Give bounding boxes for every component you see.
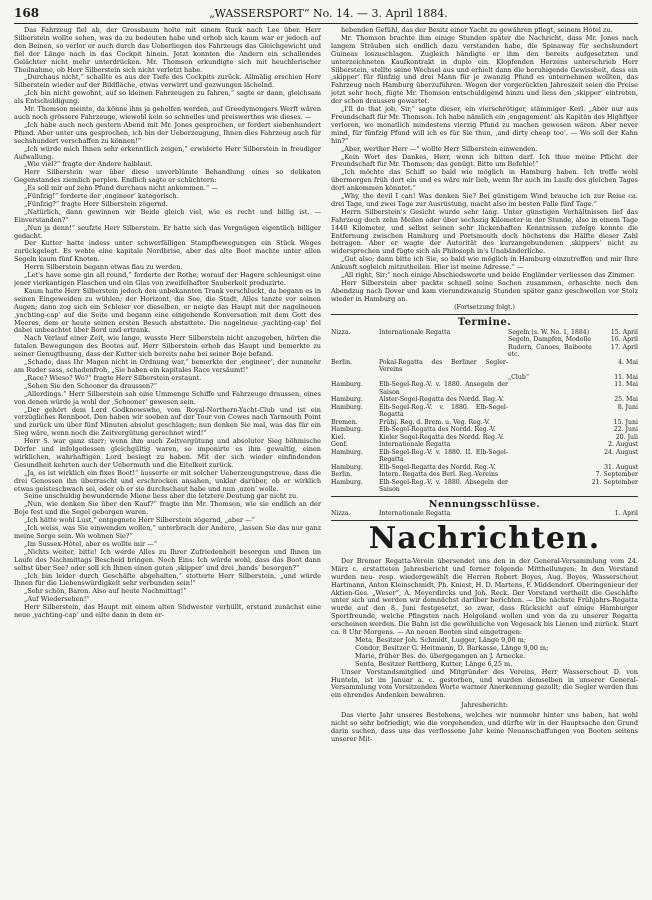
schedule-place <box>331 344 379 359</box>
schedule-date: 11. Mai <box>614 381 638 389</box>
article-paragraph: „Wie viel?“ fragte der Andere halblaut. <box>24 160 153 169</box>
schedule-date: 15. Juni <box>613 418 638 426</box>
schedule-row <box>331 449 638 464</box>
schedule-date: 20. Juli <box>615 433 638 441</box>
article-paragraph: „Im Sussex-Hôtel, aber es wollte mir —“ <box>24 539 158 548</box>
boats-list <box>331 637 638 669</box>
schedule-row <box>331 471 638 479</box>
schedule-place: Nizza. <box>331 328 351 336</box>
article-paragraph: Nach Verlauf einer Zeit, wie lange, wusste Herr Silberstein nicht anzugeben, hörten die fatalen Bewegungen des Bootes auf. Herr Silberstein erhob das Haupt und bemerkte zu seiner Genugthuung, dass der Kutter sich bereits nahe bei seiner Boje befand. <box>14 334 321 359</box>
schedule-event: Intern. Regatta des Berl. Reg.-Vereins <box>379 471 499 479</box>
schedule-date: 1. April <box>614 510 638 518</box>
boat-entry: Meta, Besitzer Joh. Schmidt, Lugger, Länge 9,00 m; <box>355 636 527 644</box>
schedule-event: Elb-Segel-Reg.-V. v. 1880. Absegeln der Saison <box>379 478 508 494</box>
schedule-event: Elb-Segel-Regatta des Nordd. Reg.-V. <box>379 463 496 471</box>
boat-entry: Condor, Besitzer G. Heitmann, D. Barkasse, Länge 9,00 m; <box>355 643 549 652</box>
schedule-row <box>331 441 638 449</box>
schedule-place: Berlin. <box>331 358 353 366</box>
article-paragraph: „Race? Wieso? Wo?“ fragte Herr Silberstein erstaunt. <box>24 373 202 382</box>
article-paragraph: Herr Silberstein, das Haupt mit einem alten Südwester verhüllt, erstand zunächst eine neue ‚yachting-cap‘ und eilte dann in dem er- <box>14 603 321 620</box>
article-paragraph: Herr Silberstein aber packte schnell seine Sachen zusammen, erhaschte noch den Abendzug nach Dover und kam vierundzwanzig Stunden später ganz geschwollen vor Stolz wieder in Hamburg an. <box>331 279 638 303</box>
article-paragraph: „Auf Wiedersehen!“ <box>24 595 90 604</box>
schedule-row <box>331 404 638 419</box>
schedule-date: 24. August <box>604 448 638 456</box>
running-title: „WASSERSPORT“ No. 14. — 3. April 1884. <box>209 7 448 20</box>
schedule-detail <box>508 449 592 464</box>
article-paragraph: Herr Silberstein war über diese unverblümte Behandlung eines so delikaten Gegenstandes ziemlich perplex. Endlich sagte er schüchtern: <box>14 168 321 185</box>
divider <box>331 314 638 315</box>
article-paragraph: „Aber, werther Herr —“ wollte Herr Silberstein einwenden. <box>341 144 538 153</box>
schedule-row <box>331 396 638 404</box>
nachrichten-title: Nachrichten. <box>368 520 601 556</box>
schedule-detail: Segeln (s. W. No. 1, 1884) <box>507 328 590 336</box>
termine-table <box>331 329 638 494</box>
schedule-row <box>331 479 638 494</box>
article-paragraph: Der Kutter hatte indess unter schwerfälligen Stampfbewegungen ein Stück Weges zurückgelegt. Es wehte eine kapitale Nordbrise, aber das alte Boot machte unter allen Segeln kaum fünf Knoten. <box>14 239 321 264</box>
article-paragraph: „Fünfzig!“ forderte der ‚engineer‘ kategorisch. <box>24 192 179 201</box>
nachrichten-body <box>331 558 638 637</box>
divider <box>331 496 638 497</box>
schedule-date: 16. April <box>610 336 638 344</box>
article-paragraph: „Nun ja denn!“ seufzte Herr Silberstein. Er hatte sich das Vergnügen eigentlich billiger gedacht. <box>14 223 321 240</box>
schedule-place: Hamburg. <box>331 463 363 471</box>
header-rule <box>14 23 638 24</box>
schedule-place: Hamburg. <box>331 381 363 389</box>
article-paragraph: „Ich würde mich Ihnen sehr erkenntlich zeigen,“ erwiderte Herr Silberstein in freudiger Aufwallung. <box>14 144 321 161</box>
schedule-detail: Rudern, Canoes, Baiboote etc. <box>507 343 592 359</box>
schedule-event: Kieler Segel-Regatta des Nordd. Reg.-V. <box>379 433 504 441</box>
article-paragraph: „Sehen Sie den Schooner da draussen?“ <box>24 381 157 390</box>
schedule-event: Internationale Regatta <box>379 328 451 336</box>
schedule-detail <box>508 464 592 472</box>
schedule-row <box>331 336 638 344</box>
schedule-place: Nizza. <box>331 510 351 518</box>
schedule-detail <box>508 381 592 396</box>
article-paragraph: „Ich bin leider durch Geschäfte abgehalten,“ stotterte Herr Silberstein, „und würde Ihnen für die Liebenswürdigkeit sehr verbunden sein!“ <box>14 571 321 588</box>
article-paragraph: Seine unschuldig bewundernde Miene liess aber die letztere Deutung gar nicht zu. <box>24 492 299 501</box>
jahresbericht-text: Das vierte Jahr unseres Bestehens, welches wir nunmehr hinter uns haben, hat wohl nicht so sehr befriedigt, wie die vorgehenden, und dürfte wir in der Hauptsache den Grund darin suchen, dass uns das verflossene Jahr keine Neuanschaffungen von Booten seitens unserer Mit- <box>331 711 638 743</box>
nachrichten-closing: Unser Vorstandsmitglied und Mitgründer des Vereins, Herr Wasserschout D. von Hunteln, ist im Januar a. c. gestorben, und wurden demselben in unserer General-Versammlung vom Vorsitzenden Worte warmer Anerkennung gezollt; die Segler werden ihm ein ehrendes Andenken bewahren. <box>331 667 638 700</box>
schedule-event: Elb-Segel-Reg.-V. v. 1880. Ansegeln der Saison <box>379 381 508 396</box>
article-paragraph: „Allerdings.“ Herr Silberstein sah eine Ummenge Schiffe und Fahrzeuge draussen, eines von denen würde ja wohl der ‚Schooner‘ gewesen sein. <box>14 389 321 406</box>
schedule-row <box>331 344 638 359</box>
schedule-date: 17. April <box>610 343 638 351</box>
schedule-place: Bremen. <box>331 418 358 426</box>
article-paragraph: hebenden Gefühl, das der Besitz einer Yacht zu gewähren pflegt, seinem Hôtel zu. <box>341 27 613 34</box>
article-paragraph: „Sehr schön, Baron. Also auf heute Nachmittag!“ <box>24 587 187 596</box>
termine-title: Termine. <box>457 316 512 328</box>
article-paragraph: „Es soll mir auf zehn Pfund durchaus nicht ankommen.“ — <box>24 184 218 193</box>
schedule-row <box>331 419 638 427</box>
nennungs-title: Nennungsschlüsse. <box>428 498 541 510</box>
schedule-event: Internationale Regatta <box>379 441 451 449</box>
schedule-date: 22. Juni <box>613 426 638 434</box>
schedule-place: Genf. <box>331 441 348 449</box>
article-paragraph: „Ich weiss, was Sie einwenden wollen,“ unterbrach der Andere, „lassen Sie das nur ganz meine Sorge sein. Wo wohnen Sie?“ <box>14 524 321 540</box>
schedule-detail <box>508 419 592 427</box>
schedule-row <box>331 359 638 374</box>
schedule-event: Elb-Segel-Reg.-V. v. 1880. Elb-Segel-Regatta <box>379 403 508 419</box>
schedule-row <box>331 374 638 382</box>
schedule-date: 31. August <box>604 463 638 471</box>
schedule-detail <box>508 471 592 479</box>
schedule-detail <box>508 396 592 404</box>
article-paragraph: „Fünfzig?“ fragte Herr Silberstein zögernd. <box>24 199 168 208</box>
article-paragraph: „Ich bin nicht gewohnt, auf so kleinen Fahrzeugen zu fahren,“ sagte er dann, gleichsam als Entschuldigung. <box>14 89 321 106</box>
schedule-date: 15. April <box>610 328 638 336</box>
article-paragraph: „Nun, wie denken Sie über den Kauf?“ fragte ihn Mr. Thomson, wie sie endlich an der Boje fest und die Segel geborgen waren. <box>14 500 321 517</box>
schedule-date: 11. Mai <box>614 373 638 381</box>
boat-entry: Marie, früher Bes. do. übergegangen an J. Arnecke. <box>355 651 526 660</box>
schedule-row <box>331 381 638 396</box>
schedule-detail <box>508 479 592 494</box>
article-paragraph: „Kein Wort des Dankes, Herr, wenn ich bitten darf. Ich thue meine Pflicht der Freundschaft für Mr. Thomson; das genügt. Bitte um Befehle!“ <box>331 152 638 169</box>
schedule-place: Hamburg. <box>331 448 363 456</box>
schedule-event <box>379 336 508 344</box>
schedule-detail <box>508 359 592 374</box>
page-number: 168 <box>14 6 40 20</box>
schedule-place <box>331 374 379 382</box>
article-paragraph: Mr. Thomson brachte ihm einige Stunden später die Nachricht, dass Mr. Jones nach langem Sträuben sich endlich dazu verstanden habe, die Spinaway für sechshundert Guineas loszuschlagen. Zugleich händigte er ihm den bereits aufgesetzten und unterzeichneten Kaufkontrakt in duplo ein. Klopfenden Herzens unterschrieb Herr Silberstein, stellte seine Wechsel aus und erhielt dann die beruhigende Gewissheit, dass ein ‚skipper‘ für fünfzig und drei Mann für je zwanzig Pfund es unternehmen wollten, das Fahrzeug nach Hamburg überzuführen. Wegen der vorgerückten Jahreszeit seien die Preise jetzt sehr hoch, fügte Mr. Thomson entschuldigend hinzu und liess den ‚skipper‘ eintreten, der schon draussen gewartet. <box>331 33 638 106</box>
article-paragraph: Herr S. war ganz starr; wenn ihm auch Zeitvergütung und absoluter Sieg böhmische Dörfer und infolgedessen gleichgültig waren, so imponirte es ihm gewaltig, einen wirklichen, wahrhaftigen Lord besiegt zu haben. Mit der sich wieder einfindenden Gesundheit kehrten auch der Uebermuth und die Eitelkeit zurück. <box>14 437 321 469</box>
schedule-place: Hamburg. <box>331 396 363 404</box>
story-footnote: (Fortsetzung folgt.) <box>454 303 515 311</box>
schedule-place <box>331 336 379 344</box>
article-paragraph: „Ich hätte wohl Lust,“ entgegnete Herr Silberstein zögernd, „aber —“ <box>24 516 255 525</box>
schedule-event <box>379 374 508 382</box>
schedule-place: Hamburg. <box>331 478 363 486</box>
article-paragraph: Herrn Silberstein begann etwas flau zu werden. <box>24 263 183 272</box>
schedule-row <box>331 434 638 442</box>
schedule-date: 2. August <box>608 441 638 449</box>
schedule-date: 21. September <box>591 478 638 486</box>
schedule-row <box>331 426 638 434</box>
schedule-date: 4. Mai <box>618 358 638 366</box>
schedule-detail: Segeln, Dampfen, Modelle <box>507 336 592 344</box>
schedule-event: Alster-Segel-Regatta des Nordd. Reg.-V. <box>379 396 504 404</box>
boat-entry: Senta, Besitzer Rettberg, Kutter, Länge 6,25 m. <box>355 659 513 668</box>
article-paragraph: „Ich möchte das Schiff so bald wie möglich in Hamburg haben. Ich treffe wohl übermorgen früh dort ein und es wäre mir lieb, wenn Ihr auch im Laufe des gleichen Tages dort ankommen könntet.“ <box>331 168 638 193</box>
schedule-detail <box>508 404 592 419</box>
schedule-row <box>331 464 638 472</box>
article-paragraph: „Gut also; dann bitte ich Sie, so bald wie möglich in Hamburg einzutreffen und mir Ihre Ankunft sogleich mitzutheilen. Hier ist meine Adresse.“ — <box>331 255 638 272</box>
schedule-place: Kiel. <box>331 433 346 441</box>
schedule-event: Pokal-Regatta des Berliner Segler-Vereins <box>379 358 508 374</box>
article-paragraph: „Nichts weiter, bitte! Ich werde Alles zu Ihrer Zufriedenheit besorgen und Ihnen im Laufe des Nachmittags Bescheid bringen. Noch Eins: Ich würde wohl, dass das Boot dann selbst über See? oder soll ich Ihnen einen guten ‚skipper‘ und drei ‚hands‘ besorgen?“ <box>14 547 321 572</box>
jahresbericht-title: Jahresbericht: <box>461 701 508 710</box>
article-paragraph: Mr. Thomson meinte, da könne ihm ja geholfen werden, auf Greedymongers Werft wären auch noch grössere Fahrzeuge, wiewohl kein so schnelles und preiswerthes wie dieses. — <box>14 105 321 121</box>
article-paragraph: „Schade, dass Ihr Magen nicht in Ordnung war,“ bemerkte der ‚engineer‘, der nunmehr am Ruder sass, schadenfroh, „Sie haben ein kapitales Race versäumt!“ <box>14 358 321 374</box>
article-paragraph: „Ich habe auch noch gestern Abend mit Mr. Jones gesprochen, er fordert siebenhundert Pfund. Aber unter uns gesprochen, ich bin der Ueberzeugung, Ihnen dies Fahrzeug auch für sechshundert verschaffen zu können!“ <box>14 120 321 145</box>
article-paragraph: „Natürlich, dann gewinnen wir Beide gleich viel, wie es recht und billig ist. — Einverstanden?“ <box>14 207 321 224</box>
schedule-event: Internationale Regatta <box>379 510 451 518</box>
schedule-detail: „Club“ <box>507 373 529 381</box>
schedule-place: Berlin. <box>331 471 353 479</box>
schedule-place: Hamburg. <box>331 426 363 434</box>
schedule-event: Elb-Segel-Regatta des Nordd. Reg.-V. <box>379 426 496 434</box>
article-paragraph: „I'll do that job, Sir,“ sagte dieser, ein vierschrötiger, stämmiger Kerl. „Aber nur aus Freundschaft für Mr. Thomson. Ich habe nämlich ein ‚engagement‘ als Kapitän des Highflyer verloren, wo monatlich mindestens vierzig Pfund zu machen gewesen wären. Aber never mind, für fünfzig Pfund will ich es für Sie thun, ‚and dirty cheap too‘. — Wo soll der Kahn hin?“ <box>331 105 638 145</box>
page-header <box>14 6 638 20</box>
article-paragraph: „Durchaus nicht,“ schallte es aus der Tiefe des Cockpits zurück. Allmälig erschien Herr Silberstein wieder auf der Bildfläche, etwas verwirrt und gezwungen lächelnd. <box>14 73 321 90</box>
schedule-date: 8. Juni <box>617 403 638 411</box>
schedule-event <box>379 344 508 359</box>
schedule-row <box>331 510 638 518</box>
right-column <box>331 27 638 897</box>
schedule-date: 7. September <box>595 471 638 479</box>
news-paragraph: Der Bremer Regatta-Verein übersendet uns den in der General-Versammlung vom 24. März c. erstatteten Jahresbericht und ferner folgende Mittheilungen: In den Vorstand wurden neu- resp. wiedergewählt die Herren Robert Boyes, Aug. Boyes, Wasserschout Hartmann, Anton Kleinschmidt, Ph. Kniest, H. D. Martens, F. Middendorf. Oberingenieur der Aktien-Ges. „Weser“, A. Meyerdircks und Joh. Reck. Der Vorstand vertheilt die Geschäfte unter sich und werden wir demnächst darüber berichten. — Die nächste Frühjahrs-Regatta wurde auf den 8. Juni festgesetzt, so zwar, dass Rücksicht auf einige Hamburger Sportfreunde, welche Pfingsten nach Helgoland wollen und von da zu unserer Regatta erscheinen werden. Die Bahn ist die gewöhnliche von Vegesack bis Lienen und zurück. Start ca. 8 Uhr Morgens. — An neuen Booten sind eingetragen: <box>331 556 638 637</box>
schedule-event: Elb-Segel-Reg.-V. v. 1880. II. Elb-Segel-Regatta <box>379 448 508 464</box>
story-continuation <box>331 27 638 304</box>
article-paragraph: Das Fahrzeug fiel ab, der Grossbaum holte mit einem Ruck nach Lee über. Herr Silberstein wollte sehen, was da zu bedeuten habe und erhob sich kaum war er jedoch auf den Beinen, so verlor er auch durch das Ueberliegen des Fahrzeugs das Gleichgewicht und fiel der Länge nach in das Cockpit hinein. Jetzt konnten die Andern ein schallendes Gelächter nicht mehr unterdrücken. Mr. Thomson erkundigte sich mit heuchlerischer Theilnahme, ob Herr Silberstein sich nicht verletzt habe. <box>14 27 321 74</box>
schedule-detail <box>508 434 592 442</box>
article-paragraph: „Der gehört dem Lord Godknowswho, vom Royal-Northern-Yacht-Club und ist ein vorzügliches Rennboot. Den haben wir soeben auf der Tour von Cowes nach Yarmouth Point und zurück um über fünf Minuten absolut geschlagen; nun denken Sie mal, was das für ein Sieg wäre, wenn noch die Zeitvergütung gerechnet wird!“ <box>14 405 321 438</box>
schedule-date: 25. Mai <box>614 396 638 404</box>
article-paragraph: „Ja, es ist wirklich ein fixes Boot!“ äusserte er mit solcher Ueberzeugungstreue, dass die drei Genossen ihn überrascht und erschrocken ansahen, unklar darüber, ob er wirklich etwas geisteschwach sei, oder ob er sie durchschaut habe und nun ‚uzen‘ wolle. <box>14 468 321 493</box>
schedule-place: Hamburg. <box>331 403 363 411</box>
article-paragraph: Kaum hatte Herr Silberstein jedoch den unbekannten Trank verschluckt, da begann es in seinen Eingeweiden zu wühlen; der Horizont, die See, die Stadt, Alles tanzte vor seinen Augen; dann zog sich ein Schleier vor dieselben, er neigte das Haupt mit der nagelneuen ‚yachting-cap‘ auf die Seite und begann eine eingehende Konversation mit dem Gott des Meeres, dem er heute seinen ersten Besuch abstattete. Die nagelneue ‚yachting-cap‘ fiel dabei unbeachtet über Bord und ertrank. <box>14 286 321 335</box>
article-paragraph: „Let's have some gin all round,“ forderte der Rothe, worauf der Hagere schleunigst eine jener vierkantigen Flaschen und ein Glas von zweifelhafter Sauberkeit produzirte. <box>14 271 321 287</box>
schedule-event: Frühj. Reg. d. Brem. u. Veg. Reg.-V. <box>379 418 490 426</box>
schedule-row <box>331 329 638 337</box>
article-paragraph: „All right, Sir;“ noch einige Abschiedsworte und beide Engländer verliessen das Zimmer. <box>341 271 635 280</box>
nennungs-table <box>331 510 638 518</box>
schedule-detail <box>508 441 592 449</box>
columns <box>14 27 638 897</box>
schedule-detail <box>508 426 592 434</box>
left-column <box>14 27 321 897</box>
article-paragraph: Herrn Silberstein's Gesicht wurde sehr lang. Unter günstigen Verhältnissen lief das Fahrzeug doch zehn Meilen oder über sechszig Kilometer in der Stunde, also in einem Tage 1440 Kilometer, und selbst seinen sehr lückenhaften Kenntnissen zufolge konnte die Entfernung zwischen Hamburg und Portsmouth doch höchstens die Hälfte dieser Zahl betragen. Aber er wagte der Autorität des kurzangebundenen ‚skippers‘ nicht zu widersprechen und fügte sich als Philosoph in's Unabänderliche. <box>331 207 638 256</box>
article-paragraph: „Why, the devil I can! Was denken Sie? Bei günstigem Wind brauche ich zur Reise ca. drei Tage, und zwei Tage zur Ausrüstung, macht also im besten Falle fünf Tage.“ <box>331 192 638 208</box>
